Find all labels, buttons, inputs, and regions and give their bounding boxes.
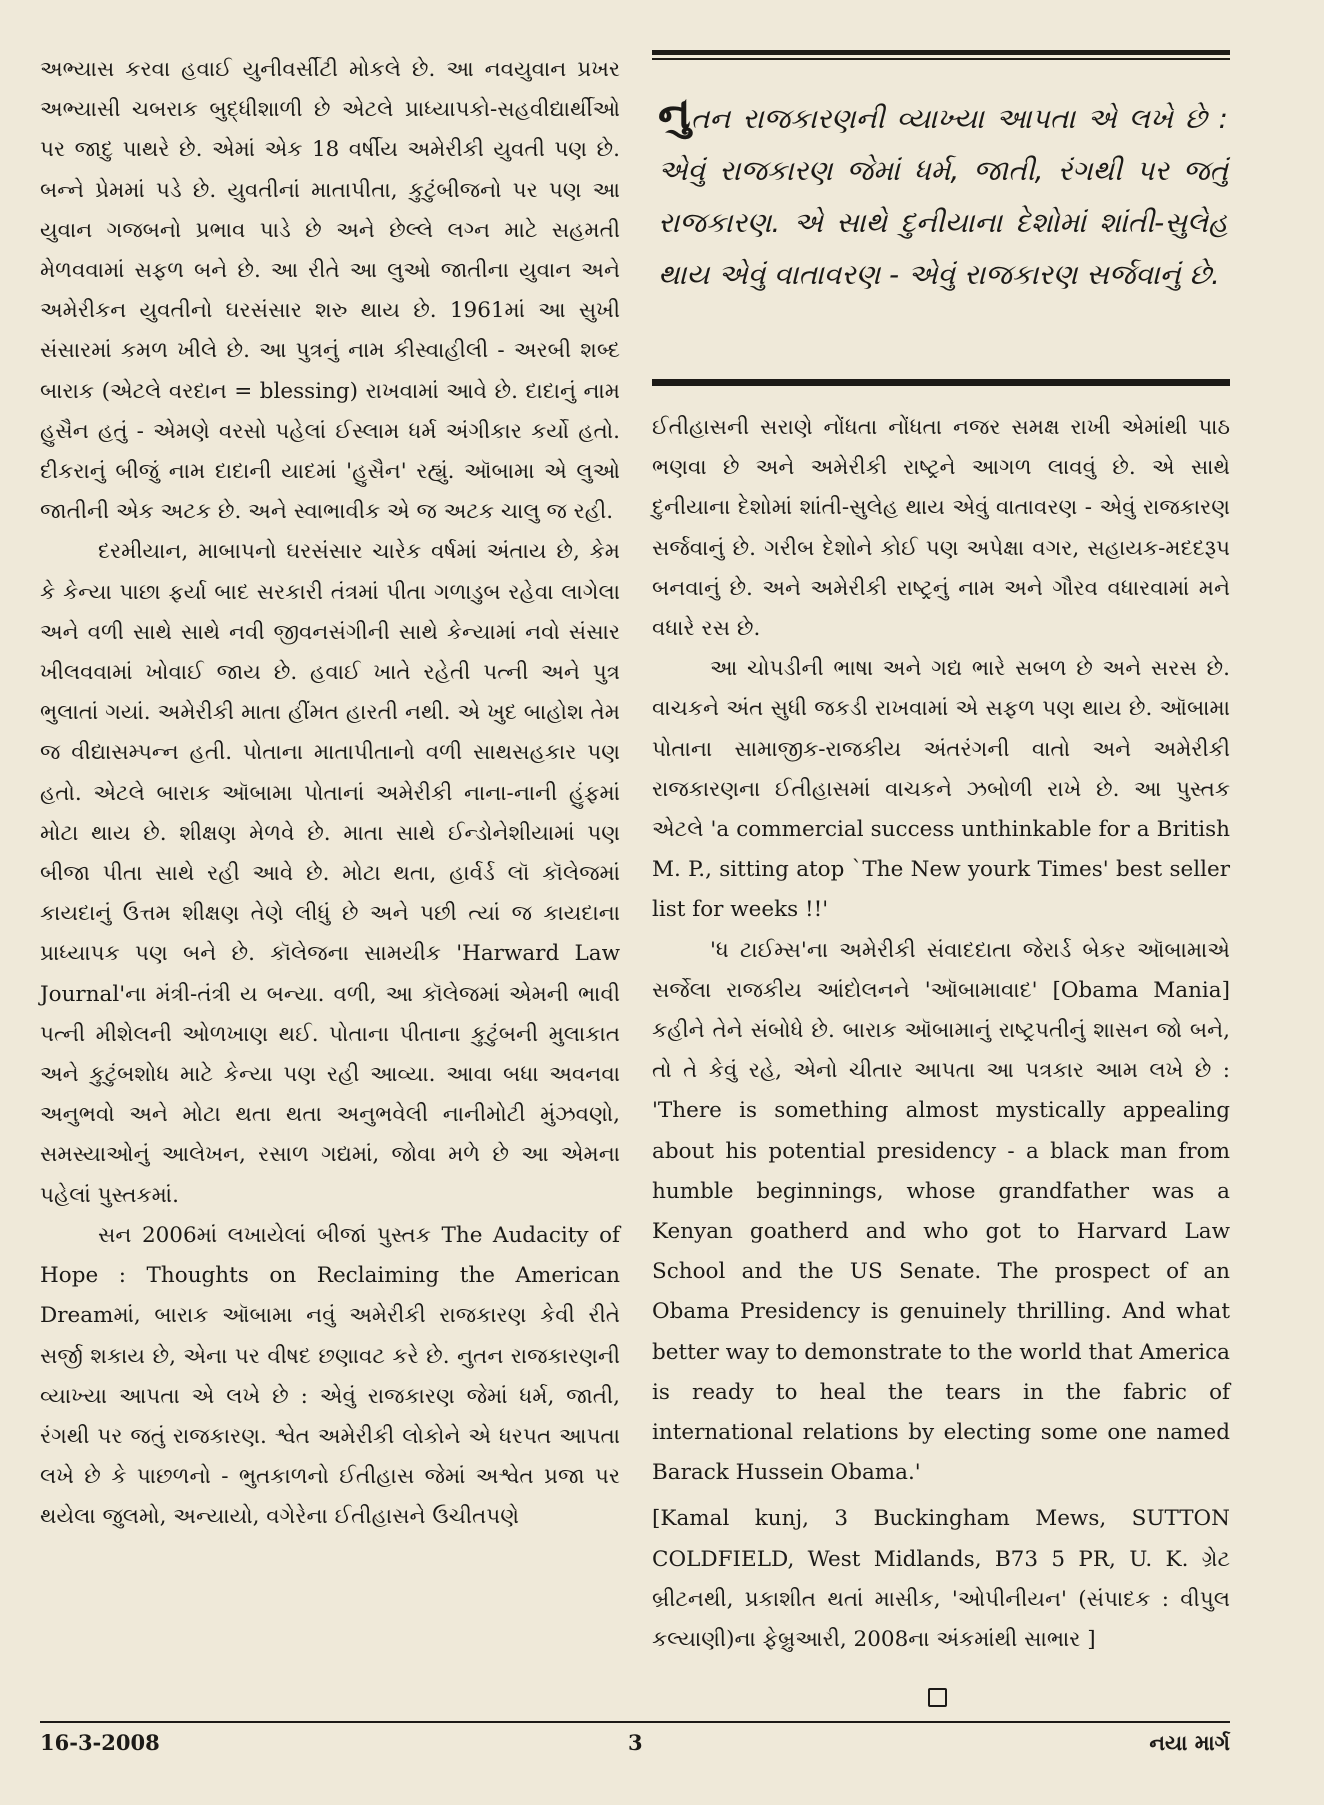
- footer-rule: [40, 1721, 1230, 1723]
- publication-name: નયા માર્ગ: [1149, 1730, 1230, 1755]
- pullquote-top-rule: [652, 50, 1230, 60]
- end-mark-icon: [928, 1688, 947, 1707]
- page-number: 3: [628, 1730, 643, 1755]
- pullquote-bottom-rule: [652, 376, 1230, 386]
- pullquote-box: [652, 50, 1230, 390]
- right-paragraph-2: આ ચોપડીની ભાષા અને ગદ્ય ભારે સબળ છે અને સરસ છે. વાચકને અંત સુધી જકડી રાખવામાં એ સફળ પણ થાય છે. ઑબામા પોતાના સામાજીક-રાજકીય અંતરંગની વાતો અને અમેરીકી રાજકારણના ઈતીહાસમાં વાચકને ઝબોળી રાખે છે. આ પુસ્તક એટલે 'a commercial success unthinkable for a British M. P., sitting atop `The New yourk Times' best seller list for weeks !!': [652, 656, 1230, 923]
- source-citation: [Kamal kunj, 3 Buckingham Mews, SUTTON COLDFIELD, West Midlands, B73 5 PR, U. K. ગ્રેટ બ્રીટનથી, પ્રકાશીત થતાં માસીક, 'ઓપીનીયન' (સંપાદક : વીપુલ કલ્યાણી)ના ફેબ્રુઆરી, 2008ના અંકમાંથી સાભાર ]: [652, 1506, 1230, 1653]
- pullquote-text: તન રાજકારણની વ્યાખ્યા આપતા એ લખે છે : એવું રાજકારણ જેમાં ધર્મ, જાતી, રંગથી પર જતું રાજકારણ. એ સાથે દુનીયાના દેશોમાં શાંતી-સુલેહ થાય એવું વાતાવરણ - એવું રાજકારણ સર્જવાનું છે.: [658, 102, 1228, 291]
- left-column: [40, 50, 620, 1538]
- right-column: [652, 408, 1230, 1660]
- pullquote: [658, 88, 1228, 301]
- left-paragraph-3: સન 2006માં લખાયેલાં બીજાં પુસ્તક The Audacity of Hope : Thoughts on Reclaiming the American Dreamમાં, બારાક ઑબામા નવું અમેરીકી રાજકારણ કેવી રીતે સર્જી શકાય છે, એના પર વીષદ છણાવટ કરે છે. નુતન રાજકારણની વ્યાખ્યા આપતા એ લખે છે : એવું રાજકારણ જેમાં ધર્મ, જાતી, રંગથી પર જતું રાજકારણ. શ્વેત અમેરીકી લોકોને એ ધરપત આપતા લખે છે કે પાછળનો - ભુતકાળનો ઈતીહાસ જેમાં અશ્વેત પ્રજા પર થયેલા જુલમો, અન્યાયો, વગેરેના ઈતીહાસને ઉચીતપણે: [40, 1222, 620, 1530]
- right-paragraph-1: ઈતીહાસની સરાણે નોંધતા નોંધતા નજર સમક્ષ રાખી એમાંથી પાઠ ભણવા છે અને અમેરીકી રાષ્ટ્રને આગળ લાવવું છે. એ સાથે દુનીયાના દેશોમાં શાંતી-સુલેહ થાય એવું વાતાવરણ - એવું રાજકારણ સર્જવાનું છે. ગરીબ દેશોને કોઈ પણ અપેક્ષા વગર, સહાયક-મદદરૂપ બનવાનું છે. અને અમેરીકી રાષ્ટ્રનું નામ અને ગૌરવ વધારવામાં મને વધારે રસ છે.: [652, 415, 1230, 642]
- right-paragraph-3: 'ધ ટાઈમ્સ'ના અમેરીકી સંવાદદાતા જેરાર્ડ બેકર ઑબામાએ સર્જેલા રાજકીય આંદોલનને 'ઑબામાવાદ' [Obama Mania] કહીને તેને સંબોધે છે. બારાક ઑબામાનું રાષ્ટ્રપતીનું શાસન જો બને, તો તે કેવું રહે, એનો ચીતાર આપતા આ પત્રકાર આમ લખે છે : 'There is something almost mystically appealing about his potential presidency - a black man from humble beginnings, whose grandfather was a Kenyan goatherd and who got to Harvard Law School and the US Senate. The prospect of an Obama Presidency is genuinely thrilling. And what better way to demonstrate to the world that America is ready to heal the tears in the fabric of international relations by electing some one named Barack Hussein Obama.': [652, 937, 1230, 1486]
- pullquote-dropcap: નુ: [658, 88, 691, 139]
- left-paragraph-2: દરમીયાન, માબાપનો ઘરસંસાર ચારેક વર્ષમાં અંતાય છે, કેમ કે કેન્યા પાછા ફર્યા બાદ સરકારી તંત્રમાં પીતા ગળાડુબ રહેવા લાગેલા અને વળી સાથે સાથે નવી જીવનસંગીની સાથે કેન્યામાં નવો સંસાર ખીલવવામાં ખોવાઈ જાય છે. હવાઈ ખાતે રહેતી પત્ની અને પુત્ર ભુલાતાં ગયાં. અમેરીકી માતા હીંમત હારતી નથી. એ ખુદ બાહોશ તેમ જ વીદ્યાસમ્પન્ન હતી. પોતાના માતાપીતાનો વળી સાથસહકાર પણ હતો. એટલે બારાક ઑબામા પોતાનાં અમેરીકી નાના-નાની હુંફમાં મોટા થાય છે. શીક્ષણ મેળવે છે. માતા સાથે ઈન્ડોનેશીયામાં પણ બીજા પીતા સાથે રહી આવે છે. મોટા થતા, હાર્વર્ડ લૉ કૉલેજમાં કાયદાનું ઉત્તમ શીક્ષણ તેણે લીધું છે અને પછી ત્યાં જ કાયદાના પ્રાધ્યાપક પણ બને છે. કૉલેજના સામયીક 'Harward Law Journal'ના મંત્રી-તંત્રી ય બન્યા. વળી, આ કૉલેજમાં એમની ભાવી પત્ની મીશેલની ઓળખાણ થઈ. પોતાના પીતાના કુટુંબની મુલાકાત અને કુટુંબશોધ માટે કેન્યા પણ રહી આવ્યા. આવા બધા અવનવા અનુભવો અને મોટા થતા થતા અનુભવેલી નાનીમોટી મુંઝવણો, સમસ્યાઓનું આલેખન, રસાળ ગદ્યમાં, જોવા મળે છે આ એમના પહેલાં પુસ્તકમાં.: [40, 539, 620, 1208]
- left-paragraph-1: અભ્યાસ કરવા હવાઈ યુનીવર્સીટી મોકલે છે. આ નવયુવાન પ્રખર અભ્યાસી ચબરાક બુદ્ધીશાળી છે એટલે પ્રાધ્યાપકો-સહવીદ્યાર્થીઓ પર જાદુ પાથરે છે. એમાં એક 18 વર્ષીય અમેરીકી યુવતી પણ છે. બન્ને પ્રેમમાં પડે છે. યુવતીનાં માતાપીતા, કુટુંબીજનો પર પણ આ યુવાન ગજબનો પ્રભાવ પાડે છે અને છેલ્લે લગ્ન માટે સહમતી મેળવવામાં સફળ બને છે. આ રીતે આ લુઓ જાતીના યુવાન અને અમેરીકન યુવતીનો ઘરસંસાર શરુ થાય છે. 1961માં આ સુખી સંસારમાં કમળ ખીલે છે. આ પુત્રનું નામ કીસ્વાહીલી - અરબી શબ્દ બારાક (એટલે વરદાન = blessing) રાખવામાં આવે છે. દાદાનું નામ હુસૈન હતું - એમણે વરસો પહેલાં ઈસ્લામ ધર્મ અંગીકાર કર્યો હતો. દીકરાનું બીજું નામ દાદાની યાદમાં 'હુસૈન' રહ્યું. ઑબામા એ લુઓ જાતીની એક અટક છે. અને સ્વાભાવીક એ જ અટક ચાલુ જ રહી.: [40, 57, 620, 525]
- footer-date: 16-3-2008: [40, 1730, 160, 1755]
